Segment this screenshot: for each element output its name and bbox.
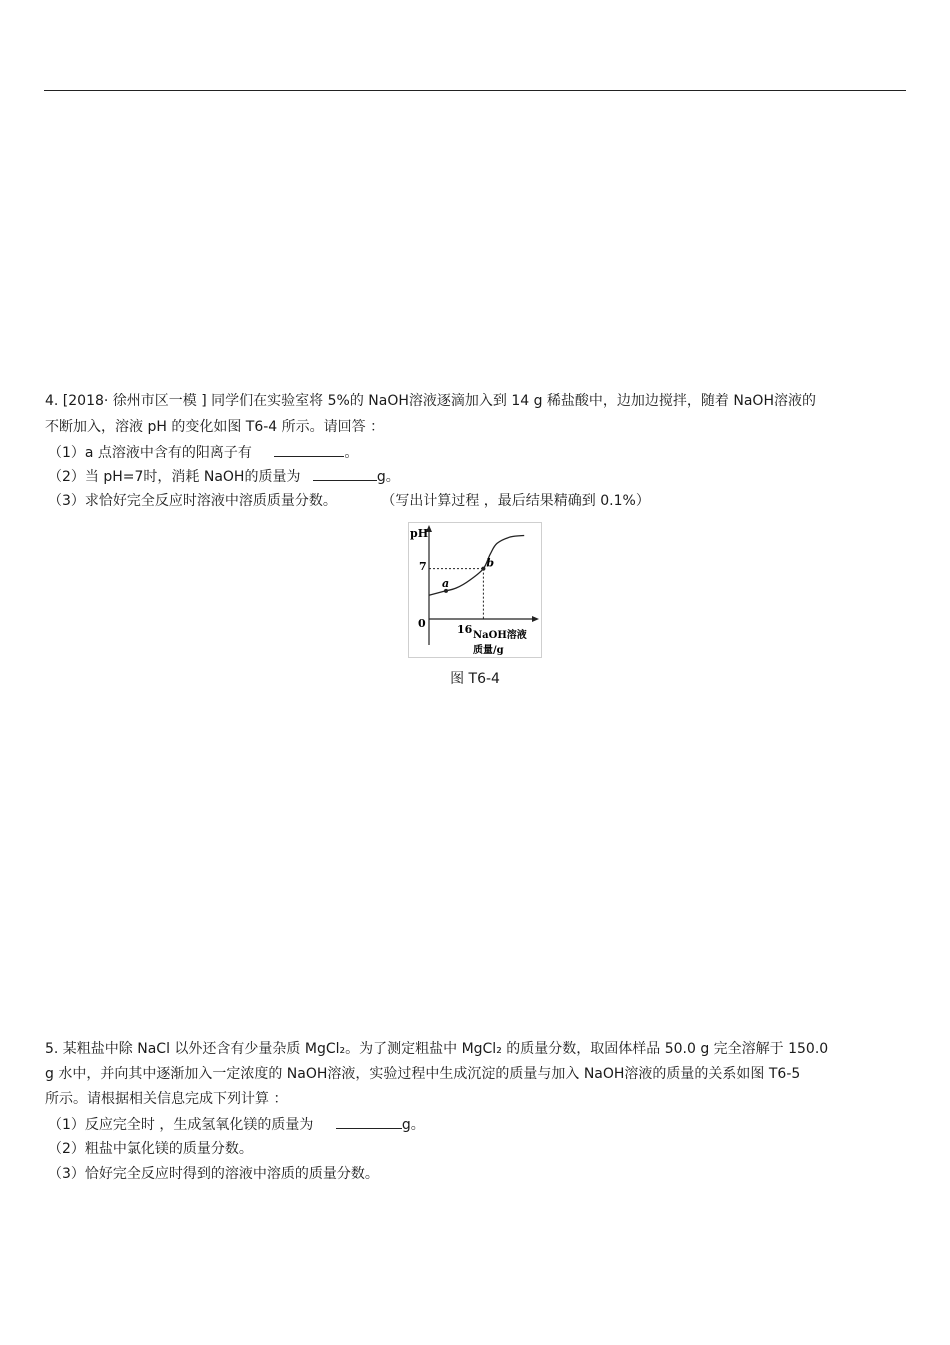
q4-sub-3-note: （写出计算过程 ，最后结果精确到 0.1%）: [381, 493, 650, 509]
point-a-label: a: [442, 576, 450, 590]
figure-caption: 图 T6-4: [450, 671, 500, 687]
point-b: [481, 567, 485, 571]
q5-sub-1-end: g。: [401, 1117, 425, 1133]
answer-blank[interactable]: [336, 1114, 402, 1129]
q4-line-1: 4. [2018· 徐州市区一模 ] 同学们在实验室将 5%的 NaOH溶液逐滴加入到 14 g 稀盐酸中，边加边搅拌，随着 NaOH溶液的: [45, 393, 816, 409]
q4-sub-3-text: （3）求恰好完全反应时溶液中溶质质量分数。: [48, 493, 337, 509]
q5-line-2: g 水中，并向其中逐渐加入一定浓度的 NaOH溶液，实验过程中生成沉淀的质量与加入 NaOH溶液的质量的关系如图 T6-5: [45, 1066, 801, 1082]
header-rule: [44, 90, 906, 91]
q4-sub-1-end: 。: [344, 445, 359, 461]
answer-blank[interactable]: [274, 442, 344, 457]
q4-sub-2: [48, 466, 400, 487]
answer-blank[interactable]: [313, 466, 377, 481]
ph-chart-svg: [409, 523, 541, 657]
q5-sub-1-text: （1）反应完全时 ，生成氢氧化镁的质量为: [48, 1117, 314, 1133]
ph-chart: [408, 522, 542, 658]
origin-label: 0: [418, 617, 426, 630]
q5-line-3: 所示。请根据相关信息完成下列计算 ：: [45, 1091, 288, 1107]
x-axis-label-1: NaOH溶液: [473, 630, 527, 641]
q5-sub-3: （3）恰好完全反应时得到的溶液中溶质的质量分数。: [48, 1166, 379, 1182]
q5-sub-2: （2）粗盐中氯化镁的质量分数。: [48, 1141, 253, 1157]
q4-sub-1: [48, 442, 358, 463]
x-axis-arrow: [532, 616, 539, 622]
q5-line-1: 5. 某粗盐中除 NaCl 以外还含有少量杂质 MgCl₂。为了测定粗盐中 MgCl₂ 的质量分数，取固体样品 50.0 g 完全溶解于 150.0: [45, 1041, 829, 1057]
y-tick-7: 7: [419, 560, 427, 573]
q4-sub-3: [48, 491, 650, 511]
y-axis-label: pH: [410, 527, 429, 540]
q4-line-2: 不断加入，溶液 pH 的变化如图 T6-4 所示。请回答 ：: [45, 419, 385, 435]
q4-sub-1-text: （1）a 点溶液中含有的阳离子有: [48, 445, 252, 461]
x-axis-label-2: 质量/g: [473, 645, 504, 656]
x-tick-16: 16: [457, 623, 473, 636]
q4-sub-2-text: （2）当 pH=7时，消耗 NaOH的质量为: [48, 469, 301, 485]
q5-sub-1: [48, 1114, 425, 1135]
q4-sub-2-end: g。: [376, 469, 400, 485]
ph-plot-area: [429, 536, 524, 620]
point-b-label: b: [486, 556, 495, 570]
